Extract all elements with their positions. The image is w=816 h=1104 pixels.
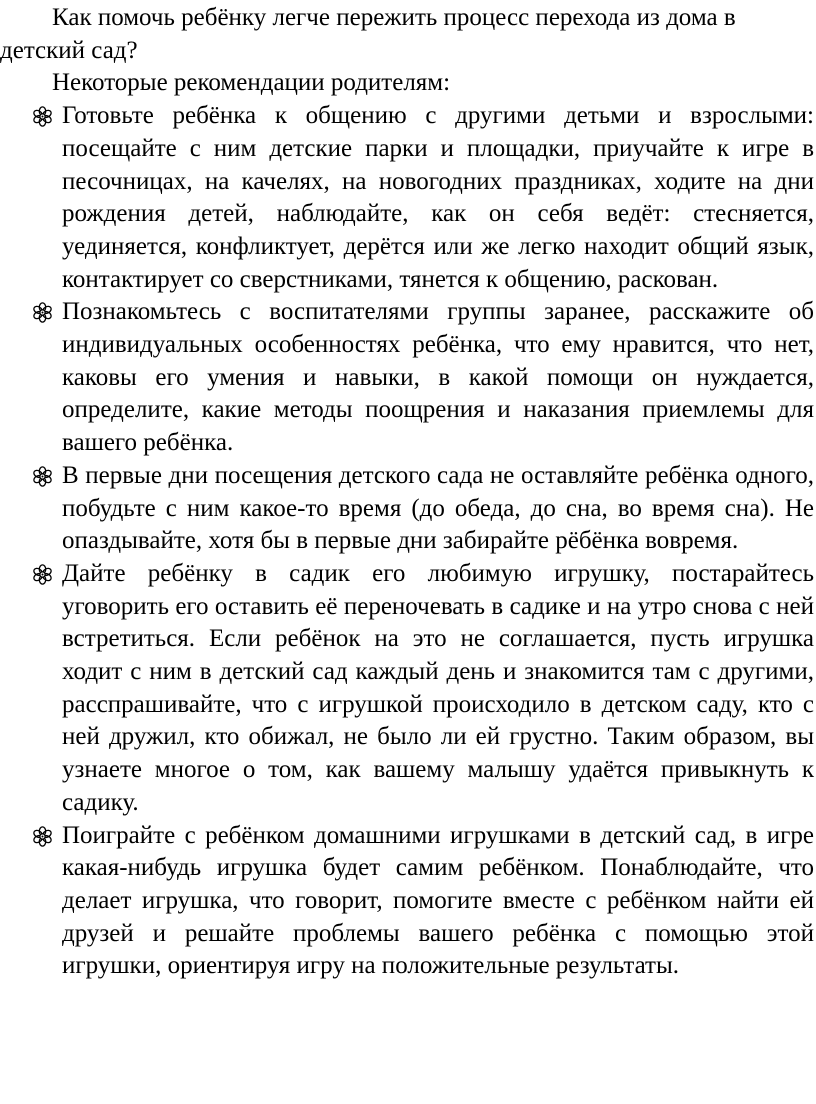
document-title: Как помочь ребёнку легче пережить процесс перехода из дома в детский сад? [0,4,736,64]
flower-bullet-icon-graphic [32,466,53,487]
list-item [0,100,816,296]
list-item-text: Готовьте ребёнка к общению с другими детьми и взрослыми: посещайте с ним детские парки и площадки, приучайте к игре в песочницах, на качелях, на новогодних праздниках, ходите на дни рождения детей, наблюдайте, как он себя ведёт: стесняется, уединяется, конфликтует, дерётся или же легко находит общий язык, контактирует со сверстниками, тянется к общению, раскован. [62,102,814,293]
list-item-text: Дайте ребёнку в садик его любимую игрушку, постарайтесь уговорить его оставить её переночевать в садике и на утро снова с ней встретиться. Если ребёнок на это не соглашается, пусть игрушка ходит с ним в детский сад каждый день и знакомится там с другими, расспрашивайте, что с игрушкой происходило в детском саду, кто с ней дружил, кто обижал, не было ли ей грустно. Таким образом, вы узнаете многое о том, как вашему малышу удаётся привыкнуть к садику. [62,559,814,816]
flower-bullet-icon [32,466,53,487]
flower-bullet-icon-graphic [32,564,53,585]
list-item [0,460,816,558]
flower-bullet-icon-graphic [32,106,53,127]
flower-bullet-icon [32,106,53,127]
list-item-text: В первые дни посещения детского сада не оставляйте ребёнка одного, побудьте с ним какое-то время (до обеда, до сна, во время сна). Не опаздывайте, хотя бы в первые дни забирайте рёбёнка вовремя. [62,461,814,555]
flower-bullet-icon [32,302,53,323]
flower-bullet-icon [32,826,53,847]
list-item [0,296,816,460]
list-item [0,558,816,820]
flower-bullet-icon-graphic [32,302,53,323]
list-item-text: Поиграйте с ребёнком домашними игрушками в детский сад, в игре какая-нибудь игрушка будет самим ребёнком. Понаблюдайте, что делает игрушка, что говорит, помогите вместе с ребёнком найти ей друзей и решайте проблемы вашего ребёнка с помощью этой игрушки, ориентируя игру на положительные результаты. [62,821,814,980]
flower-bullet-icon [32,564,53,585]
tips-list [0,100,816,983]
list-item-text: Познакомьтесь с воспитателями группы заранее, расскажите об индивидуальных особенностях ребёнка, что ему нравится, что нет, каковы его умения и навыки, в какой помощи он нуждается, определите, какие методы поощрения и наказания приемлемы для вашего ребёнка. [62,298,814,457]
flower-bullet-icon-graphic [32,826,53,847]
intro-text: Некоторые рекомендации родителям: [52,69,451,97]
document-page [0,2,816,983]
list-item [0,820,816,984]
